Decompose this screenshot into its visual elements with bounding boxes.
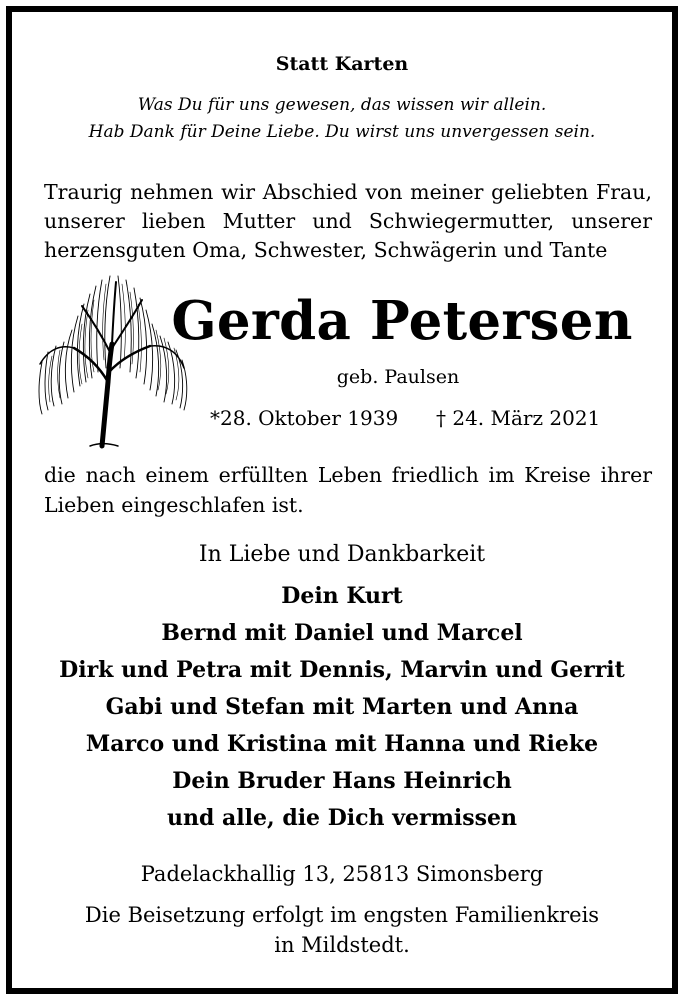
maiden-name: geb. Paulsen xyxy=(336,366,460,388)
after-text xyxy=(44,460,652,520)
motto-line: Hab Dank für Deine Liebe. Du wirst uns unvergessen sein. xyxy=(88,122,596,142)
intro-line: herzensguten Oma, Schwester, Schwägerin und Tante xyxy=(44,238,608,262)
motto-line: Was Du für uns gewesen, das wissen wir allein. xyxy=(137,95,547,115)
after-line: die nach einem erfüllten Leben friedlich im Kreise ihrer xyxy=(44,463,652,487)
burial-line: in Mildstedt. xyxy=(274,933,410,957)
after-line: Lieben eingeschlafen ist. xyxy=(44,493,304,517)
burial-line: Die Beisetzung erfolgt im engsten Familienkreis xyxy=(84,903,600,927)
intro-text xyxy=(44,178,652,265)
mourner-line: Gabi und Stefan mit Marten und Anna xyxy=(105,694,579,720)
mourner-line: Bernd mit Daniel und Marcel xyxy=(161,620,523,646)
mourners-heading: In Liebe und Dankbarkeit xyxy=(198,542,486,567)
motto xyxy=(12,92,672,146)
mourner-line: Dein Kurt xyxy=(281,583,403,609)
address: Padelackhallig 13, 25813 Simonsberg xyxy=(140,862,544,886)
mourners-list xyxy=(12,578,672,837)
mourner-line: Marco und Kristina mit Hanna und Rieke xyxy=(85,731,599,757)
birth-date: *28. Oktober 1939 xyxy=(210,406,399,430)
statt-karten-heading: Statt Karten xyxy=(275,53,409,75)
burial-note xyxy=(32,900,652,960)
deceased-name: Gerda Petersen xyxy=(171,290,633,352)
intro-line: Traurig nehmen wir Abschied von meiner geliebten Frau, xyxy=(44,180,652,204)
intro-line: unserer lieben Mutter und Schwiegermutter, unserer xyxy=(44,209,652,233)
mourner-line: Dirk und Petra mit Dennis, Marvin und Gerrit xyxy=(59,657,625,683)
obituary-frame xyxy=(6,6,678,994)
mourner-line: und alle, die Dich vermissen xyxy=(167,805,517,831)
death-date: † 24. März 2021 xyxy=(436,406,601,430)
mourner-line: Dein Bruder Hans Heinrich xyxy=(172,768,512,794)
